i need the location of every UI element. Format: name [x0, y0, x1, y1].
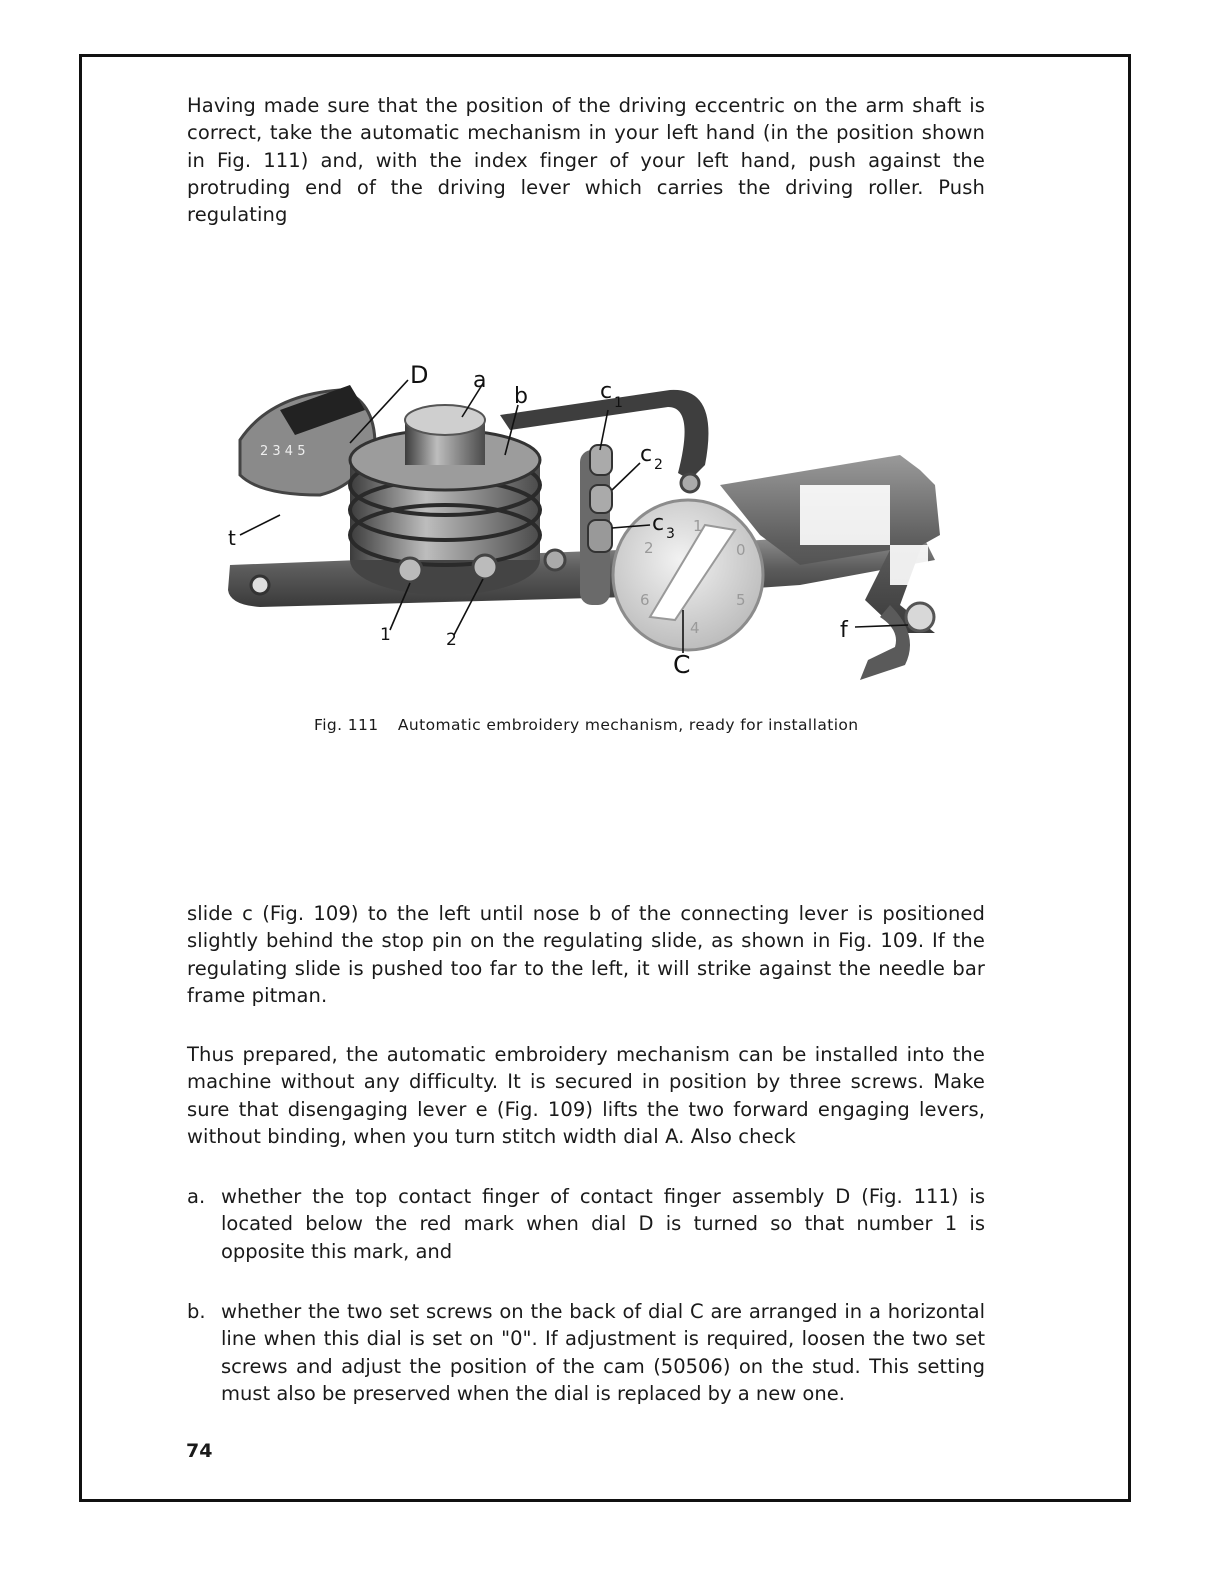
page-border [79, 54, 1131, 1502]
dial-number: 6 [640, 591, 650, 609]
dial-number: 1 [693, 517, 703, 535]
checklist-marker: b. [187, 1300, 206, 1323]
checklist-item-a [187, 1183, 985, 1265]
dial-number: 2 [644, 539, 654, 557]
figure-111-illustration [200, 335, 984, 705]
page-number: 74 [186, 1440, 213, 1462]
label-t: t [228, 526, 236, 550]
checklist-text: whether the top contact finger of contact finger assembly D (Fig. 111) is located below the red mark when dial D is turned so that number 1 is opposite this mark, and [221, 1185, 985, 1263]
dial-number: 5 [736, 591, 746, 609]
label-c2: c [640, 442, 653, 467]
svg-text:2 3 4 5: 2 3 4 5 [260, 444, 306, 459]
dial-number: 4 [690, 619, 700, 637]
label-c3: c [652, 511, 665, 536]
label-2: 2 [446, 630, 457, 650]
paragraph-installation: Thus prepared, the automatic embroidery mechanism can be installed into the machine without any difficulty. It is secured in position by three screws. Make sure that disengaging lever e (Fig. 109) lifts the two forward engaging levers, without binding, when you turn stitch width dial A. Also check [187, 1043, 985, 1148]
figure-caption-text: Automatic embroidery mechanism, ready for installation [397, 716, 859, 734]
label-c1-sub: 1 [614, 395, 623, 411]
figure-caption [314, 716, 859, 734]
label-f: f [840, 618, 848, 643]
paragraph-regulating-slide: slide c (Fig. 109) to the left until nose b of the connecting lever is positioned slightly behind the stop pin on the regulating slide, as shown in Fig. 109. If the regulating slide is pushed too far to the left, it will strike against the needle bar frame pitman. [187, 902, 985, 1007]
checklist-text: whether the two set screws on the back of dial C are arranged in a horizontal line when this dial is set on "0". If adjustment is required, loosen the two set screws and adjust the position of the cam (50506) on the stud. This setting must also be preserved when the dial is replaced by a new one. [221, 1300, 985, 1405]
label-1: 1 [380, 625, 391, 645]
label-c3-sub: 3 [666, 526, 675, 542]
label-c1: c [600, 379, 613, 404]
label-b: b [514, 384, 528, 409]
checklist-marker: a. [187, 1185, 206, 1208]
figure-number: Fig. 111 [314, 716, 379, 734]
dial-number: 0 [736, 541, 746, 559]
label-c: C [673, 650, 691, 679]
label-d: D [410, 361, 429, 389]
paragraph-intro: Having made sure that the position of the driving eccentric on the arm shaft is correct, take the automatic mechanism in your left hand (in the position shown in Fig. 111) and, with the index finger of your left hand, push against the protruding end of the driving lever which carries the driving roller. Push regulating [187, 94, 985, 227]
label-a: a [473, 368, 487, 393]
label-c2-sub: 2 [654, 457, 663, 473]
checklist-item-b [187, 1298, 985, 1407]
